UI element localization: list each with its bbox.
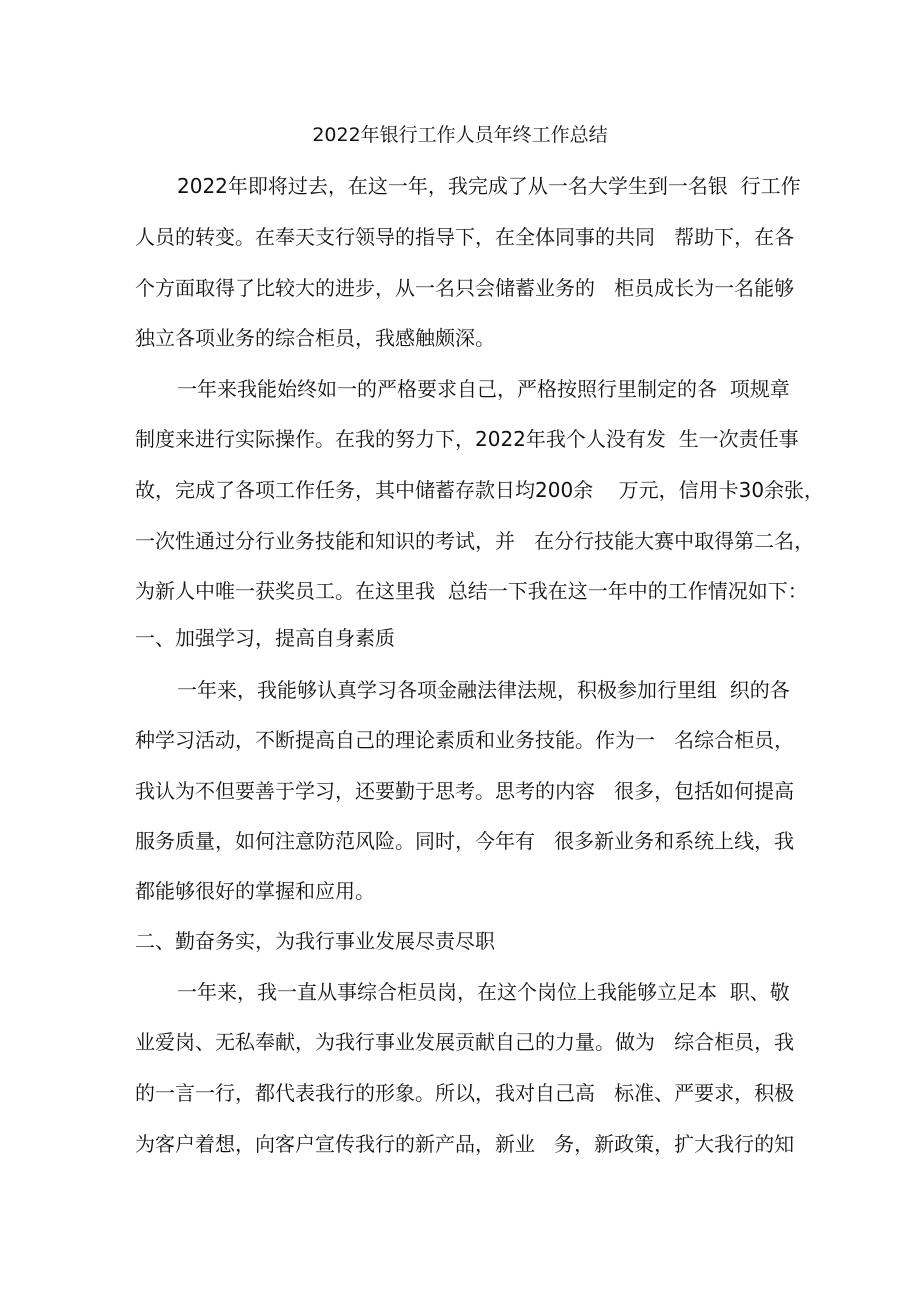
paragraph-line: 一年来我能始终如一的严格要求自己，严格按照行里制定的各 项规章 bbox=[177, 377, 790, 401]
paragraph-line: 我认为不但要善于学习，还要勤于思考。思考的内容 很多，包括如何提高 bbox=[135, 779, 795, 803]
paragraph-line: 2022年即将过去，在这一年，我完成了从一名大学生到一名银 行工作 bbox=[177, 174, 801, 198]
paragraph-line: 故，完成了各项工作任务，其中储蓄存款日均200余 万元，信用卡30余张， bbox=[135, 478, 825, 502]
document-title: 2022年银行工作人员年终工作总结 bbox=[312, 124, 608, 146]
paragraph-line: 为客户着想，向客户宣传我行的新产品，新业 务，新政策，扩大我行的知 bbox=[135, 1132, 795, 1156]
paragraph-line: 的一言一行，都代表我行的形象。所以，我对自己高 标准、严要求，积极 bbox=[135, 1081, 795, 1105]
paragraph-line: 制度来进行实际操作。在我的努力下，2022年我个人没有发 生一次责任事 bbox=[135, 427, 799, 451]
section-heading-1: 一、加强学习，提高自身素质 bbox=[135, 626, 395, 650]
paragraph-line: 人员的转变。在奉天支行领导的指导下，在全体同事的共同 帮助下，在各 bbox=[135, 225, 795, 249]
paragraph-line: 都能够很好的掌握和应用。 bbox=[135, 879, 375, 903]
paragraph-line: 一年来，我一直从事综合柜员岗，在这个岗位上我能够立足本 职、敬 bbox=[177, 980, 790, 1004]
paragraph-line: 一年来，我能够认真学习各项金融法律法规，积极参加行里组 织的各 bbox=[177, 678, 790, 702]
paragraph-line: 服务质量，如何注意防范风险。同时，今年有 很多新业务和系统上线，我 bbox=[135, 829, 795, 853]
paragraph-line: 一次性通过分行业务技能和知识的考试，并 在分行技能大赛中取得第二名， bbox=[135, 529, 815, 553]
paragraph-line: 业爱岗、无私奉献，为我行事业发展贡献自己的力量。做为 综合柜员，我 bbox=[135, 1030, 795, 1054]
section-heading-2: 二、勤奋务实，为我行事业发展尽责尽职 bbox=[135, 929, 495, 953]
paragraph-line: 独立各项业务的综合柜员，我感触颇深。 bbox=[135, 326, 495, 350]
paragraph-line: 种学习活动，不断提高自己的理论素质和业务技能。作为一 名综合柜员， bbox=[135, 728, 795, 752]
paragraph-line: 为新人中唯一获奖员工。在这里我 总结一下我在这一年中的工作情况如下： bbox=[135, 579, 808, 603]
paragraph-line: 个方面取得了比较大的进步，从一名只会储蓄业务的 柜员成长为一名能够 bbox=[135, 276, 795, 300]
